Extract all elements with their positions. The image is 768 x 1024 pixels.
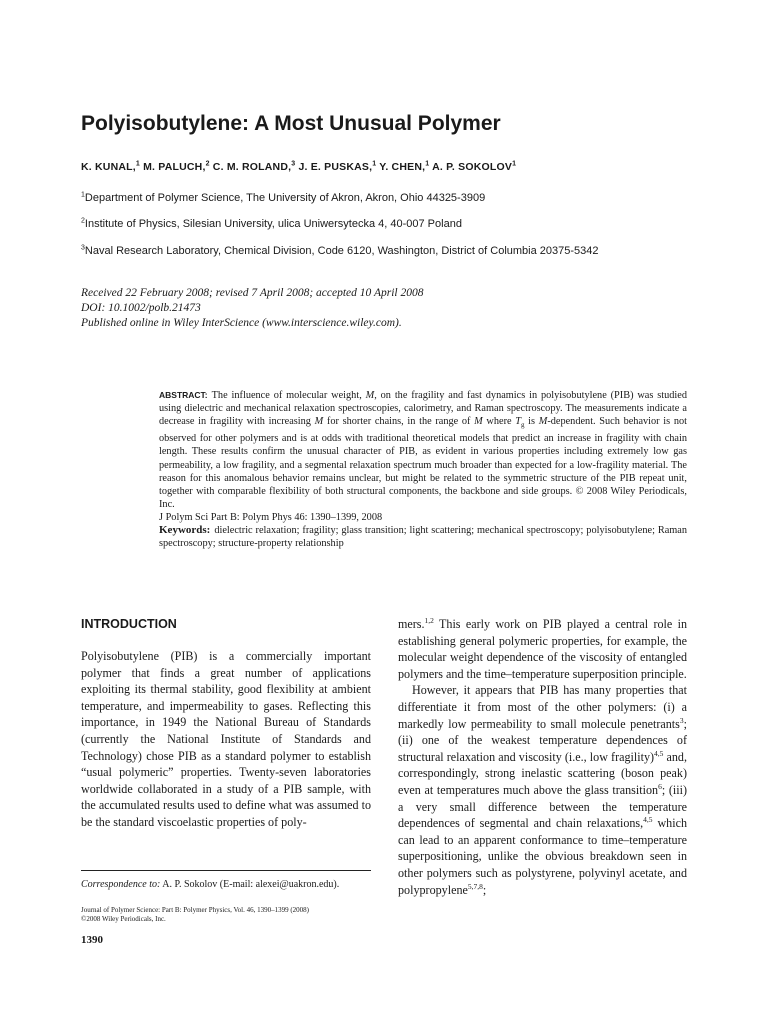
column-left xyxy=(81,648,371,831)
footnote-divider xyxy=(81,870,371,871)
author: Y. CHEN,$^1$ xyxy=(379,160,430,173)
author: J. E. PUSKAS,$^1$ xyxy=(298,160,377,173)
author: C. M. ROLAND,$^3$ xyxy=(212,160,296,173)
affiliation: $^3$Naval Research Laboratory, Chemical Division, Code 6120, Washington, District of Columbia 20375-5342 xyxy=(81,244,599,257)
paragraph: However, it appears that PIB has many properties that differentiate it from most of the other polymers: (i) a markedly low permeability to small molecule penetrants$^3$; (ii) one of the weakest temperature dependences of structural relaxation and viscosity (i.e., low fragility)$^{4,5}$ and, correspondingly, strong inelastic scattering (boson peak) even at temperatures much above the glass transition$^6$; (iii) a very small difference between the temperature dependences of segmental and chain relaxations,$^{4,5}$ which can lead to an apparent conformance to time–temperature superpositioning, unlike the obvious breakdown seen in other polymers such as polystyrene, polyvinyl acetate, and polypropylene$^{5,7,8}$; xyxy=(398,683,687,897)
paragraph: Polyisobutylene (PIB) is a commercially important polymer that finds a great number of applications exploiting its thermal stability, good flexibility at ambient temperature, and impermeability to gases. Reflecting this importance, in 1949 the National Bureau of Standards (currently the National Institute of Standards and Technology) chose PIB as a standard polymer to establish “usual polymeric” properties. Twenty-seven laboratories worldwide collaborated in a study of a PIB sample, with the accumulated results used to define what was assumed to be the standard viscoelastic properties of poly- xyxy=(81,649,371,829)
author: A. P. SOKOLOV$^1$ xyxy=(432,160,517,173)
correspondence-footnote: Correspondence to: A. P. Sokolov (E-mail: alexei@uakron.edu). xyxy=(81,879,340,890)
page-number: 1390 xyxy=(81,934,103,946)
affiliation: $^1$Department of Polymer Science, The University of Akron, Akron, Ohio 44325-3909 xyxy=(81,191,486,204)
author-list xyxy=(81,161,516,173)
author: K. KUNAL,$^1$ xyxy=(81,160,140,173)
journal-info: Journal of Polymer Science: Part B: Polymer Physics, Vol. 46, 1390–1399 (2008) ©2008 Wiley Periodicals, Inc. xyxy=(81,906,310,923)
abstract: ABSTRACT: The influence of molecular weight, M, on the fragility and fast dynamics in polyisobutylene (PIB) was studied using dielectric and mechanical relaxation spectroscopies, calorimetry, and Raman spectroscopy. The measurements indicate a decrease in fragility with increasing M for shorter chains, in the range of M where $T_g$ is M-dependent. Such behavior is not observed for other polymers and is at odds with traditional theoretical models that predict an increase in fragility with chain length. These results confirm the unusual character of PIB, as evident in various properties including extremely low gas permeability, a low fragility, and a segmental relaxation spectrum much broader than expected for a low-fragility material. The reason for this anomalous behavior remains unclear, but might be related to the symmetric structure of the PIB repeat unit, together with comparable flexibility of both structural components, the backbone and side groups. © 2008 Wiley Periodicals, Inc. J Polym Sci Part B: Polym Phys 46: 1390–1399, 2008 Keywords: dielectric relaxation; fragility; glass transition; light scattering; mechanical spectroscopy; polyisobutylene; Raman spectroscopy; structure-property relationship xyxy=(159,390,688,550)
doi-line: DOI: 10.1002/polb.21473 xyxy=(81,302,201,314)
paragraph: mers.$^{1,2}$ This early work on PIB played a central role in establishing general polymeric properties, for example, the molecular weight dependence of the viscosity of entangled polymers and the time–temperature superposition principle. xyxy=(398,615,687,681)
affiliation: $^2$Institute of Physics, Silesian University, ulica Uniwersytecka 4, 40-007 Poland xyxy=(81,217,462,230)
author: M. PALUCH,$^2$ xyxy=(143,160,210,173)
received-line: Received 22 February 2008; revised 7 April 2008; accepted 10 April 2008 xyxy=(81,287,424,299)
received-dates xyxy=(81,286,423,331)
paper-title: Polyisobutylene: A Most Unusual Polymer xyxy=(81,112,501,135)
published-line: Published online in Wiley InterScience (www.interscience.wiley.com). xyxy=(81,317,402,329)
section-heading: INTRODUCTION xyxy=(81,617,177,631)
abstract-label: ABSTRACT: xyxy=(159,390,208,400)
keywords: Keywords: dielectric relaxation; fragility; glass transition; light scattering; mechanical spectroscopy; polyisobutylene; Raman spectroscopy; structure-property relationship xyxy=(159,523,687,550)
column-right xyxy=(398,616,687,898)
citation: J Polym Sci Part B: Polym Phys 46: 1390–1399, 2008 xyxy=(159,511,383,523)
